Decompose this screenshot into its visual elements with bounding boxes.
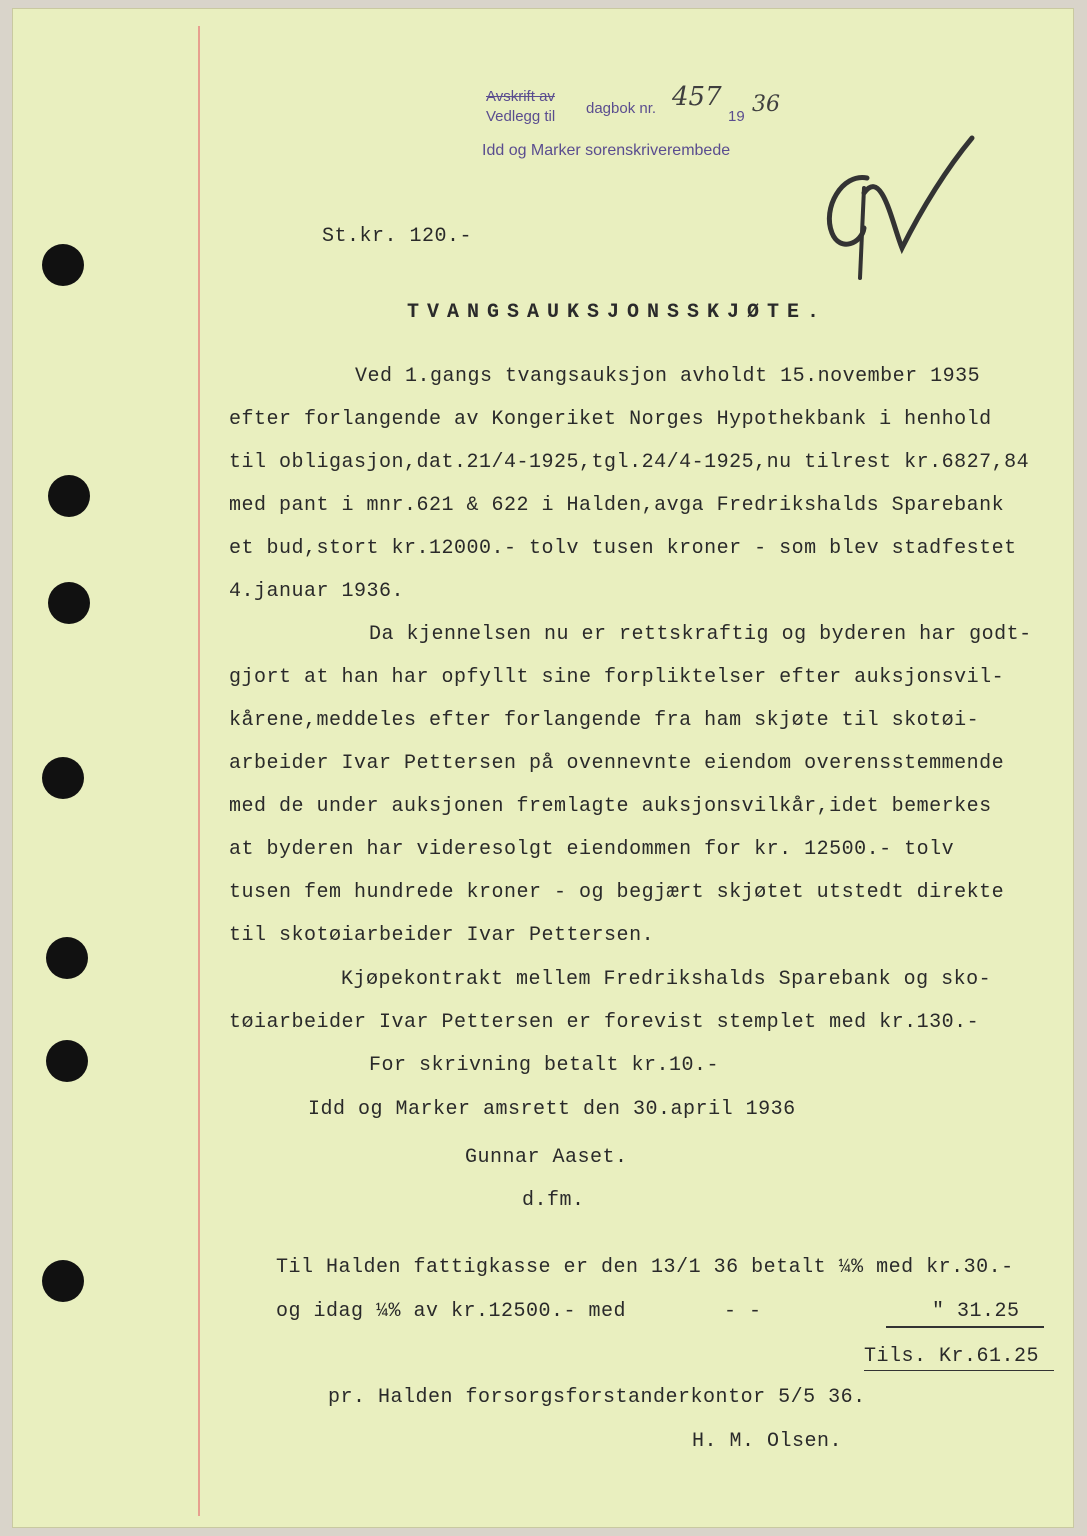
fee-amount: " 31.25 <box>932 1300 1020 1323</box>
body-line: 4.januar 1936. <box>229 580 405 603</box>
stamp-line-2: Vedlegg til <box>486 108 556 125</box>
archive-stamp <box>482 84 822 174</box>
body-line: Da kjennelsen nu er rettskraftig og byderen har godt- <box>369 623 1032 646</box>
body-line: Kjøpekontrakt mellem Fredrikshalds Sparebank og sko- <box>341 968 992 991</box>
fee-line: og idag ¼% av kr.12500.- med <box>276 1300 627 1323</box>
sum-rule <box>886 1326 1044 1328</box>
punch-hole <box>42 244 84 286</box>
body-line: arbeider Ivar Pettersen på ovennevnte eiendom overensstemmende <box>229 752 1005 775</box>
body-line: Ved 1.gangs tvangsauksjon avholdt 15.november 1935 <box>355 365 981 388</box>
stamp-dagbok-number: 457 <box>672 82 722 112</box>
body-line: Idd og Marker amsrett den 30.april 1936 <box>308 1098 796 1121</box>
signatory: H. M. Olsen. <box>692 1430 843 1453</box>
total-rule <box>864 1370 1054 1371</box>
body-line: at byderen har videresolgt eiendommen for kr. 12500.- tolv <box>229 838 955 861</box>
document-title: TVANGSAUKSJONSSKJØTE. <box>407 301 828 324</box>
stamp-duty: St.kr. 120.- <box>322 225 473 248</box>
judge-title: d.fm. <box>522 1189 585 1212</box>
punch-hole <box>48 582 90 624</box>
stamp-line-1: Avskrift av <box>486 88 555 105</box>
body-line: tusen fem hundrede kroner - og begjært skjøtet utstedt direkte <box>229 881 1005 904</box>
punch-hole <box>46 1040 88 1082</box>
body-line: med pant i mnr.621 & 622 i Halden,avga Fredrikshalds Sparebank <box>229 494 1005 517</box>
fee-dashes: - - <box>724 1300 762 1323</box>
punch-hole <box>48 475 90 517</box>
punch-hole <box>42 757 84 799</box>
stamp-year-prefix: 19 <box>728 108 745 125</box>
body-line: gjort at han har opfyllt sine forpliktelser efter auksjonsvil- <box>229 666 1005 689</box>
fee-line: Til Halden fattigkasse er den 13/1 36 betalt ¼% med kr.30.- <box>276 1256 1014 1279</box>
body-line: For skrivning betalt kr.10.- <box>369 1054 720 1077</box>
punch-hole <box>42 1260 84 1302</box>
body-line: til skotøiarbeider Ivar Pettersen. <box>229 924 655 947</box>
body-line: kårene,meddeles efter forlangende fra ham skjøte til skotøi- <box>229 709 980 732</box>
document-page <box>12 8 1074 1528</box>
body-line: til obligasjon,dat.21/4-1925,tgl.24/4-1925,nu tilrest kr.6827,84 <box>229 451 1030 474</box>
body-line: et bud,stort kr.12000.- tolv tusen kroner - som blev stadfestet <box>229 537 1017 560</box>
stamp-dagbok-label: dagbok nr. <box>586 100 657 117</box>
handwritten-mark <box>812 128 982 288</box>
body-line: tøiarbeider Ivar Pettersen er forevist stemplet med kr.130.- <box>229 1011 980 1034</box>
punch-hole <box>46 937 88 979</box>
body-line: med de under auksjonen fremlagte auksjonsvilkår,idet bemerkes <box>229 795 992 818</box>
stamp-year-suffix: 36 <box>752 92 780 117</box>
fee-total: Tils. Kr.61.25 <box>864 1345 1040 1368</box>
body-line: efter forlangende av Kongeriket Norges Hypothekbank i henhold <box>229 408 992 431</box>
stamp-office: Idd og Marker sorenskriverembede <box>482 142 731 159</box>
judge-name: Gunnar Aaset. <box>465 1146 628 1169</box>
office-line: pr. Halden forsorgsforstanderkontor 5/5 36. <box>328 1386 866 1409</box>
margin-line <box>198 26 200 1516</box>
